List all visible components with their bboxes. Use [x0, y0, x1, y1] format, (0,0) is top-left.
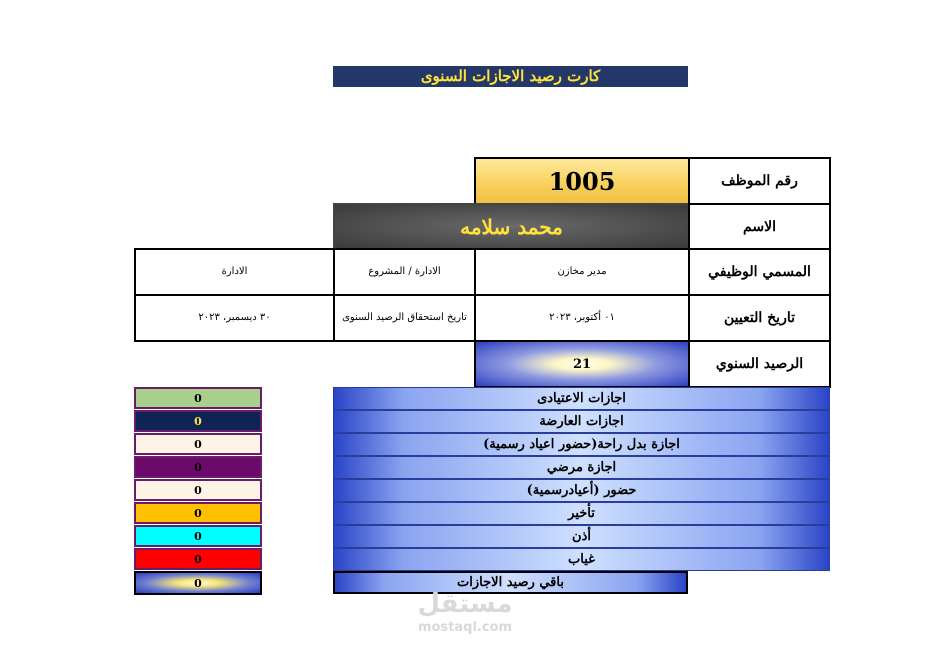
- leave-regular-value: 0: [134, 387, 262, 409]
- remaining-balance-value: 0: [134, 571, 262, 595]
- due-date-value: ٣٠ ديسمبر، ٢٠٢٣: [134, 294, 335, 342]
- lateness-value: 0: [134, 502, 262, 524]
- job-title-value: مدير مخازن: [474, 248, 690, 296]
- annual-balance-value: 21: [474, 340, 690, 388]
- leave-sick-value: 0: [134, 456, 262, 478]
- card-title: كارت رصيد الاجازات السنوى: [333, 66, 688, 87]
- employee-id-label: رقم الموظف: [688, 157, 831, 205]
- annual-balance-label: الرصيد السنوي: [688, 340, 831, 388]
- hire-date-label: تاريخ التعيين: [688, 294, 831, 342]
- permission-value: 0: [134, 525, 262, 547]
- permission-label: أذن: [333, 525, 830, 548]
- leave-sick-label: اجازة مرضي: [333, 456, 830, 479]
- job-title-label: المسمي الوظيفي: [688, 248, 831, 296]
- department-label: الادارة / المشروع: [333, 248, 476, 296]
- due-date-label: تاريخ استحقاق الرصيد السنوى: [333, 294, 476, 342]
- employee-name-label: الاسم: [688, 203, 831, 250]
- watermark-site: mostaql.com: [417, 620, 513, 635]
- department-value: الادارة: [134, 248, 335, 296]
- leave-holiday-compensation-value: 0: [134, 433, 262, 455]
- leave-casual-value: 0: [134, 410, 262, 432]
- attendance-holidays-value: 0: [134, 479, 262, 501]
- leave-regular-label: اجازات الاعتيادى: [333, 387, 830, 410]
- leave-casual-label: اجازات العارضة: [333, 410, 830, 433]
- watermark-brand: مستقل: [417, 589, 513, 619]
- absence-label: غياب: [333, 548, 830, 571]
- leave-holiday-compensation-label: اجازة بدل راحة(حضور اعياد رسمية): [333, 433, 830, 456]
- watermark-logo: [405, 588, 525, 644]
- remaining-balance-label: باقي رصيد الاجازات: [333, 571, 688, 594]
- employee-id-value: 1005: [474, 157, 690, 205]
- employee-name-value: محمد سلامه: [333, 203, 690, 250]
- hire-date-value: ٠١ أكتوبر، ٢٠٢٣: [474, 294, 690, 342]
- absence-value: 0: [134, 548, 262, 570]
- attendance-holidays-label: حضور (أعيادرسمية): [333, 479, 830, 502]
- lateness-label: تأخير: [333, 502, 830, 525]
